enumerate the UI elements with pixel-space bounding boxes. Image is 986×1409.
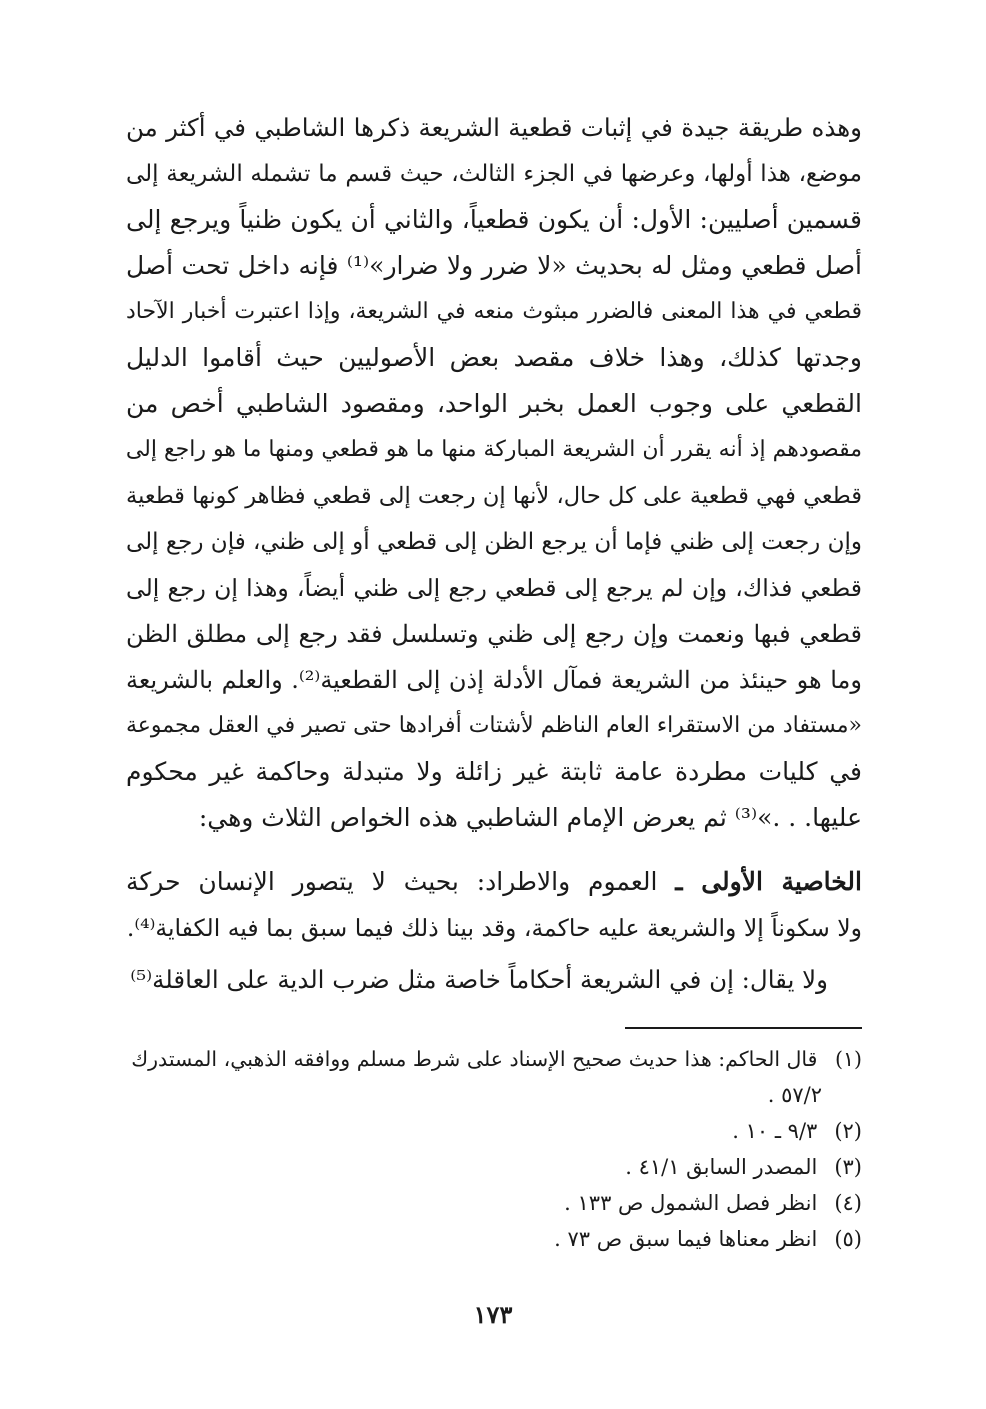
footnote-text: انظر معناها فيما سبق ص ٧٣ . — [554, 1227, 818, 1251]
footnote-number: (٢) — [834, 1119, 862, 1143]
footnote-number: (٥) — [834, 1227, 862, 1251]
footnote-text: المصدر السابق ٤١/١ . — [625, 1155, 818, 1179]
text-line: قطعي في هذا المعنى فالضرر مبثوث منعه في الشريعة، وإذا اعتبرت أخبار الآحاد — [126, 299, 862, 324]
main-text — [126, 105, 862, 1003]
text-line — [126, 859, 862, 905]
text-line: وجدتها كذلك، وهذا خلاف مقصد بعض الأصوليين حيث أقاموا الدليل — [126, 343, 862, 372]
footnote-text: ٩/٣ ـ ١٠ . — [732, 1119, 818, 1143]
text-line: «مستفاد من الاستقراء العام الناظم لأشتات أفرادها حتى تصير في العقل مجموعة — [126, 713, 862, 738]
text-line: قسمين أصليين: الأول: أن يكون قطعياً، والثاني أن يكون ظنياً ويرجع إلى — [126, 205, 862, 234]
text-line: قطعي فهي قطعية على كل حال، لأنها إن رجعت إلى قطعي فظاهر كونها قطعية — [126, 483, 862, 509]
footnote-number: (٤) — [834, 1191, 862, 1215]
footnote-text: قال الحاكم: هذا حديث صحيح الإسناد على شرط مسلم ووافقه الذهبي، المستدرك — [131, 1047, 818, 1071]
footnote — [126, 1113, 862, 1149]
text-line: وما هو حينئذ من الشريعة فمآل الأدلة إذن إلى القطعية⁽²⁾. والعلم بالشريعة — [126, 666, 862, 694]
footnote — [126, 1041, 862, 1077]
footnote-continuation: ٥٧/٢ . — [767, 1083, 822, 1107]
footnote-divider — [625, 1027, 862, 1029]
text-segment: العموم والاطراد: بحيث لا يتصور الإنسان حركة — [126, 867, 658, 896]
section-heading: الخاصية الأولى ـ — [675, 867, 862, 896]
footnotes — [126, 1041, 862, 1257]
text-line: وهذه طريقة جيدة في إثبات قطعية الشريعة ذكرها الشاطبي في أكثر من — [126, 113, 862, 142]
text-line: ولا سكوناً إلا والشريعة عليه حاكمة، وقد بينا ذلك فيما سبق بما فيه الكفاية⁽⁴⁾. — [126, 914, 862, 942]
text-line: القطعي على وجوب العمل بخبر الواحد، ومقصود الشاطبي أخص من — [126, 389, 862, 418]
text-line: في كليات مطردة عامة ثابتة غير زائلة ولا متبدلة وحاكمة غير محكوم — [126, 757, 862, 786]
paragraph-gap — [126, 841, 862, 859]
text-line: موضع، هذا أولها، وعرضها في الجزء الثالث، حيث قسم ما تشمله الشريعة إلى — [126, 161, 862, 187]
footnote — [126, 1149, 862, 1185]
text-line: مقصودهم إذ أنه يقرر أن الشريعة المباركة منها ما هو قطعي ومنها ما هو راجع إلى — [125, 437, 862, 462]
footnote-text: انظر فصل الشمول ص ١٣٣ . — [564, 1191, 818, 1215]
text-line: وإن رجعت إلى ظني فإما أن يرجع الظن إلى قطعي أو إلى ظني، فإن رجع إلى — [126, 529, 862, 555]
page-number: ١٧٣ — [473, 1300, 513, 1329]
text-line: عليها. . .»⁽³⁾ ثم يعرض الإمام الشاطبي هذه الخواص الثلاث وهي: — [198, 803, 862, 832]
footnote-number: (٣) — [834, 1155, 862, 1179]
text-line: قطعي فذاك، وإن لم يرجع إلى قطعي رجع إلى ظني أيضاً، وهذا إن رجع إلى — [126, 574, 862, 602]
text-line: قطعي فبها ونعمت وإن رجع إلى ظني وتسلسل فقد رجع إلى مطلق الظن — [126, 620, 862, 648]
footnote — [126, 1185, 862, 1221]
text-line: أصل قطعي ومثل له بحديث «لا ضرر ولا ضرار»⁽¹⁾ فإنه داخل تحت أصل — [126, 251, 862, 280]
footnote-number: (١) — [834, 1047, 862, 1071]
footnote — [126, 1221, 862, 1257]
text-line: ولا يقال: إن في الشريعة أحكاماً خاصة مثل ضرب الدية على العاقلة⁽⁵⁾ — [130, 965, 828, 994]
